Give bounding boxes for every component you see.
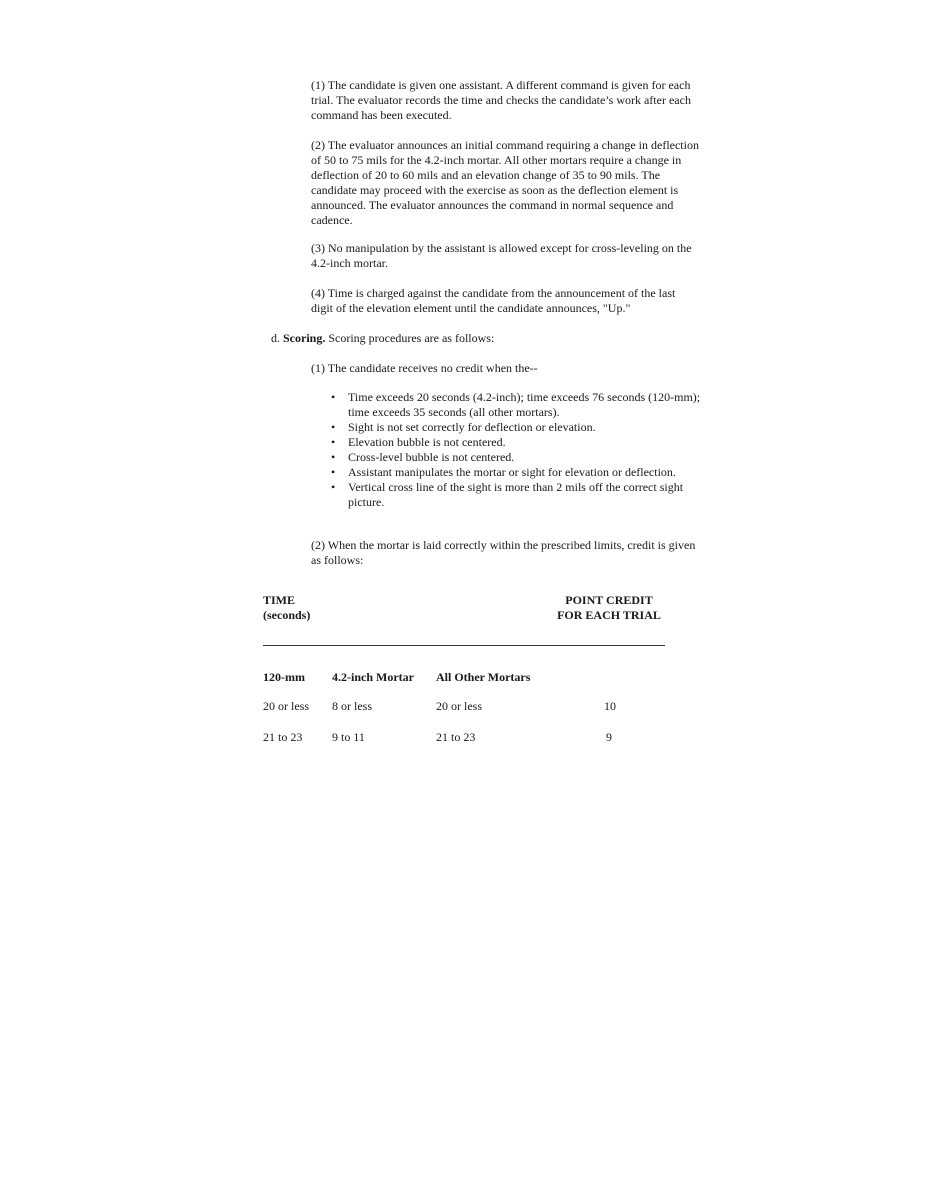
- credit-intro: (2) When the mortar is laid correctly within the prescribed limits, credit is given as follows:: [311, 538, 696, 567]
- paragraph-1: (1) The candidate is given one assistant. A different command is given for each trial. The evaluator records the time and checks the candidate’s work after each command has been executed.: [311, 78, 691, 122]
- paragraph-2: (2) The evaluator announces an initial command requiring a change in deflection of 50 to 75 mils for the 4.2-inch mortar. All other mortars require a change in deflection of 20 to 60 mils and an elevation change of 35 to 90 mils. The candidate may proceed with the exercise as soon as the deflection element is announced. The evaluator announces the command in normal sequence and cadence.: [311, 138, 699, 227]
- list-item: [331, 450, 701, 465]
- list-item-text: Cross-level bubble is not centered.: [348, 450, 515, 464]
- cell-other: 21 to 23: [436, 730, 476, 744]
- bullet-icon: •: [331, 435, 336, 449]
- list-item: [331, 420, 701, 435]
- credit-header-line1: POINT CREDIT: [565, 593, 653, 607]
- list-item-text: Sight is not set correctly for deflection or elevation.: [348, 420, 596, 434]
- bullet-icon: •: [331, 420, 336, 434]
- list-item-text: Assistant manipulates the mortar or sight for elevation or deflection.: [348, 465, 676, 479]
- time-header-line1: TIME: [263, 593, 296, 607]
- point-credit-header: [553, 593, 665, 623]
- table-divider: [263, 645, 665, 646]
- paragraph-4: (4) Time is charged against the candidate from the announcement of the last digit of the elevation element until the candidate announces, "Up.": [311, 286, 676, 315]
- bullet-icon: •: [331, 390, 336, 404]
- list-item: [331, 480, 701, 510]
- time-header-line2: (seconds): [263, 608, 311, 622]
- scoring-intro: Scoring procedures are as follows:: [325, 331, 495, 345]
- list-item: [331, 435, 701, 450]
- cell-120mm: 21 to 23: [263, 730, 303, 744]
- bullet-icon: •: [331, 465, 336, 479]
- column-header-other: All Other Mortars: [436, 670, 531, 684]
- time-header: [263, 593, 310, 623]
- bullet-icon: •: [331, 480, 336, 494]
- cell-points: 9: [606, 730, 612, 744]
- cell-points: 10: [604, 699, 616, 713]
- bullet-icon: •: [331, 450, 336, 464]
- credit-header-line2: FOR EACH TRIAL: [557, 608, 661, 622]
- cell-120mm: 20 or less: [263, 699, 309, 713]
- list-item-text: Time exceeds 20 seconds (4.2-inch); time exceeds 76 seconds (120-mm); time exceeds 35 seconds (all other mortars).: [348, 390, 701, 419]
- cell-4-2-inch: 8 or less: [332, 699, 372, 713]
- scoring-heading: [271, 331, 494, 346]
- cell-4-2-inch: 9 to 11: [332, 730, 365, 744]
- scoring-title: Scoring.: [283, 331, 326, 345]
- list-item: [331, 390, 701, 420]
- scoring-prefix: d.: [271, 331, 283, 345]
- list-item-text: Elevation bubble is not centered.: [348, 435, 506, 449]
- cell-other: 20 or less: [436, 699, 482, 713]
- column-header-120mm: 120-mm: [263, 670, 305, 684]
- list-item: [331, 465, 701, 480]
- paragraph-3: (3) No manipulation by the assistant is allowed except for cross-leveling on the 4.2-inch mortar.: [311, 241, 692, 270]
- no-credit-list: [331, 390, 701, 510]
- column-header-4-2-inch: 4.2-inch Mortar: [332, 670, 414, 684]
- list-item-text: Vertical cross line of the sight is more than 2 mils off the correct sight picture.: [348, 480, 684, 509]
- no-credit-intro: (1) The candidate receives no credit when the--: [311, 361, 538, 375]
